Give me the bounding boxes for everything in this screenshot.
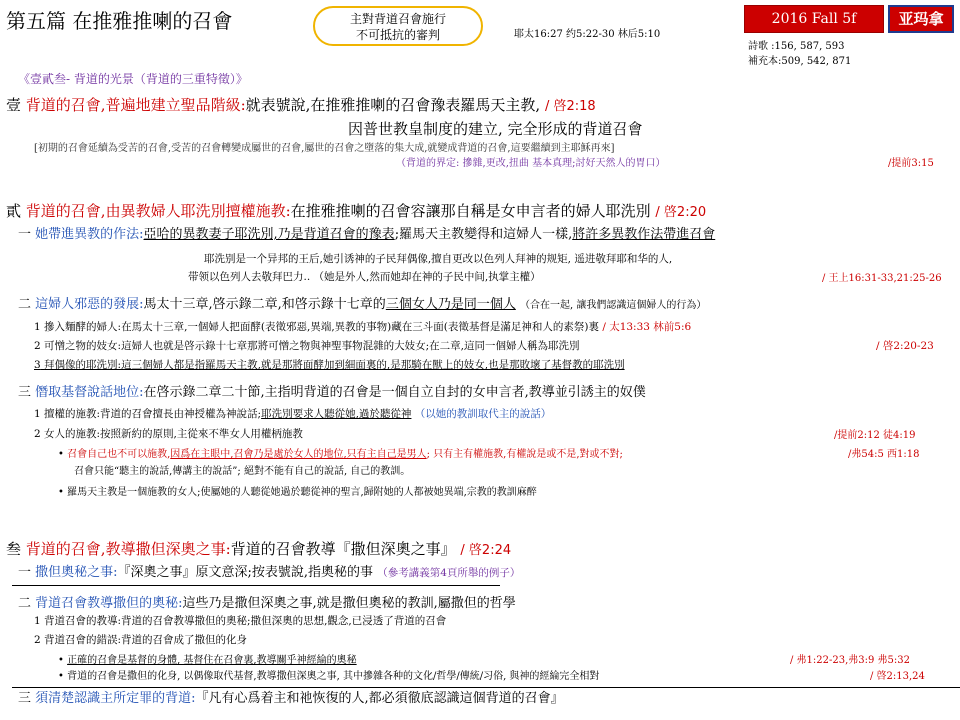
divider [12, 585, 500, 586]
section-3-num: 叁 [6, 540, 22, 558]
section-3-sub-1 [18, 566, 520, 581]
section-3-text: 背道的召會教導『撒但深奧之事』 [230, 540, 456, 558]
sub-3-item-2-ref: /提前2:12 徒4:19 [834, 430, 916, 441]
theme-line-2: 不可抵抗的審判 [355, 28, 440, 42]
sub-heading: 她帶進異教的作法: [35, 227, 144, 242]
section-2-num: 貳 [6, 202, 22, 220]
section-1-num: 壹 [6, 96, 22, 114]
item-text-note: （以她的教訓取代主的說話） [414, 408, 552, 420]
bullet-line-2: 召會只能“聽主的說話,傳講主的說話”; 絕對不能有自己的說話, 自己的教訓。 [74, 466, 411, 477]
sub-2-item-1: 1 背道召會的教導:背道的召會教導撒但的奧秘;撒但深奧的思想,觀念,已浸透了背道的召會 [34, 615, 447, 627]
sub-num: 三 [18, 691, 32, 706]
section-1-line-2: 因普世教皇制度的建立, 完全形成的背道召會 [348, 120, 643, 138]
sub-text: 『凡有心爲着主和祂恢復的人,都必須徹底認識這個背道的召會』 [195, 691, 564, 706]
sub-text-small: （合在一起, 讓我們認識這個婦人的行為） [519, 300, 707, 311]
section-3-line [6, 541, 511, 559]
sub-text: ;羅馬天主教變得和這婦人一樣, [394, 227, 573, 242]
section-1-heading: 背道的召會,普遍地建立聖品階級: [25, 96, 246, 114]
sub-text-underlined: 三個女人乃是同一個人 [385, 297, 516, 312]
item-ref: / 啓2:20-23 [876, 340, 934, 352]
bullet-text: 正確的召會是基督的身體, 基督住在召會裏,教導關乎神經綸的奧秘 [67, 655, 357, 666]
section-2-sub-2 [18, 298, 706, 313]
bullet-item: • 正確的召會是基督的身體, 基督住在召會裏,教導關乎神經綸的奧秘 [58, 655, 357, 666]
section-2-line [6, 203, 706, 221]
sub-text: 在啓示錄二章二十節,主指明背道的召會是一個自立自封的女申言者,教導並引誘主的奴僕 [143, 385, 646, 400]
section-3-ref: / 啓2:24 [460, 543, 512, 558]
section-2-sub-3 [18, 386, 646, 401]
theme-line-1: 主對背道召會施行 [349, 12, 446, 26]
item-ref: / 太13:33 林前5:6 [602, 321, 692, 333]
divider [12, 687, 960, 688]
sub-num: 三 [18, 385, 32, 400]
sub-text: 這些乃是撒但深奧之事,就是撒但奧秘的教訓,屬撒但的哲學 [182, 596, 516, 611]
sub-1-detail-ref: / 王上16:31-33,21:25-26 [822, 273, 942, 284]
section-3-sub-2 [18, 597, 516, 612]
item-number: 2 [34, 340, 41, 352]
theme-pill [313, 6, 483, 46]
speaker-badge: 亚玛拿 [888, 5, 954, 33]
bullet-item: • 召會自己也不可以施教,因爲在主眼中,召會乃是處於女人的地位,只有主自己是男人; 只有主有權施教,有權說是或不是,對或不對; [58, 449, 623, 460]
list-item [34, 359, 625, 371]
item-text-underlined: 耶洗別要求人聽從她,過於聽從神 [261, 408, 412, 420]
sub-num: 一 [18, 227, 32, 242]
semester-badge: 2016 Fall 5f [744, 5, 884, 33]
bullet-item: • 羅馬天主教是一個施教的女人;使屬她的人聽從她過於聽從神的聖言,歸附她的人都被她異端,宗教的教訓麻醉 [58, 487, 537, 498]
section-3-heading: 背道的召會,教導撒但深奧之事: [25, 540, 231, 558]
page-title: 第五篇 在推雅推喇的召會 [6, 9, 233, 33]
section-1-ref: / 啓2:18 [544, 99, 596, 114]
item-text: 拜偶像的耶洗別:這三個婦人都是指羅馬天主教,就是那將面酵加到細面裏的,是那騎在獸上的妓女,也是那敗壞了基督教的耶洗別 [44, 359, 625, 371]
section-1-note: [初期的召會延續為受苦的召會,受苦的召會轉變成屬世的召會,屬世的召會之墮落的集大成,就變成背道的召會,這要繼續到主耶穌再來] [34, 143, 615, 154]
bullet-text: 背道的召會是撒但的化身, 以偶像取代基督,教導撒但深奧之事, 其中摻雜各种的文化/哲學/傳統/习俗, 與神的經綸完全相對 [67, 671, 600, 682]
sub-text-underlined-2: 將許多異教作法帶進召會 [572, 227, 716, 242]
sub-heading: 僭取基督說話地位: [35, 385, 144, 400]
outline-subtitle: 《壹貳叁- 背道的光景（背道的三重特徵）》 [18, 72, 248, 86]
supplement-line: 補充本:509, 542, 871 [748, 56, 852, 67]
sub-num: 一 [18, 565, 32, 580]
item-text: 摻入麵酵的婦人:在馬太十三章,一個婦人把面酵(表徵邪惡,異端,異教的事物)藏在三斗面(表徵基督是滿足神和人的素祭)裏 [44, 321, 599, 333]
bullet-item: • 背道的召會是撒但的化身, 以偶像取代基督,教導撒但深奧之事, 其中摻雜各种的文化/哲學/傳統/习俗, 與神的經綸完全相對 [58, 671, 600, 682]
sub-text-underlined: 亞哈的異教妻子耶洗別,乃是背道召會的豫表 [143, 227, 395, 242]
bullet-ref: / 弗1:22-23,弗3:9 弗5:32 [790, 655, 911, 666]
section-1-definition-ref: /提前3:15 [888, 158, 934, 169]
sub-heading: 撒但奧秘之事: [35, 565, 118, 580]
section-2-ref: / 啓2:20 [655, 205, 707, 220]
section-2-heading: 背道的召會,由異教婦人耶洗別擅權施教: [25, 202, 291, 220]
bullet-text: 羅馬天主教是一個施教的女人;使屬她的人聽從她過於聽從神的聖言,歸附她的人都被她異端,宗教的教訓麻醉 [67, 487, 537, 498]
section-2-sub-1 [18, 228, 715, 243]
sub-1-detail-2: 带领以色列人去敬拜巴力.. （她是外人,然而她却在神的子民中间,执掌主權） [188, 271, 541, 283]
sub-2-item-2: 2 背道召會的錯誤:背道的召會成了撒但的化身 [34, 634, 248, 646]
sub-heading: 背道召會教導撒但的奧秘: [35, 596, 183, 611]
sub-heading: 須清楚認識主所定罪的背道: [35, 691, 196, 706]
sub-heading: 這婦人邪惡的發展: [35, 297, 144, 312]
section-1-definition: （背道的界定: 摻雜,更改,扭曲 基本真理;討好天然人的胃口） [396, 158, 666, 169]
bullet-text-underlined: 因爲在主眼中,召會乃是處於女人的地位,只有主自己是男人 [170, 449, 427, 460]
header-refs: 耶太16:27 约5:22-30 林后5:10 [514, 29, 661, 40]
bullet-ref: / 啓2:13,24 [870, 671, 925, 682]
list-item [34, 321, 954, 333]
section-2-text: 在推雅推喇的召會容讓那自稱是女申言者的婦人耶洗別 [290, 202, 651, 220]
sub-text: 馬太十三章,啓示錄二章,和啓示錄十七章的 [143, 297, 386, 312]
item-number: 3 [34, 359, 41, 371]
section-3-sub-3 [18, 692, 564, 707]
sub-3-item-2: 2 女人的施教:按照新約的原則,主從來不準女人用權柄施教 [34, 428, 303, 440]
sub-note: （參考講義第4頁所舉的例子） [377, 567, 521, 579]
item-number: 1 [34, 321, 41, 333]
sub-num: 二 [18, 596, 32, 611]
sub-1-detail-1: 耶洗别是一个异邦的王后,她引诱神的子民拜偶像,擅自更改以色列人拜神的规矩, 遥进敬拜耶和华的人, [204, 253, 673, 265]
item-text: 可憎之物的妓女:這婦人也就是啓示錄十七章那將可憎之物與神聖事物混雜的大妓女;在二章,這同一個婦人稱為耶洗別 [44, 340, 580, 352]
bullet-ref: /弗54:5 西1:18 [848, 449, 920, 460]
section-1-line [6, 97, 596, 115]
bullet-text: ; 只有主有權施教,有權說是或不是,對或不對; [426, 449, 623, 460]
section-1-text: 就表號說,在推雅推喇的召會豫表羅馬天主教, [245, 96, 541, 114]
sub-num: 二 [18, 297, 32, 312]
item-text: 1 擅權的施教:背道的召會擅長由神授權為神說話; [34, 408, 262, 420]
sub-3-item-1 [34, 408, 551, 420]
list-item [34, 340, 579, 352]
bullet-text: 召會自己也不可以施教, [67, 449, 171, 460]
hymns-line: 詩歌 :156, 587, 593 [748, 41, 845, 52]
sub-text: 『深奧之事』原文意深;按表號說,指奧秘的事 [117, 565, 374, 580]
